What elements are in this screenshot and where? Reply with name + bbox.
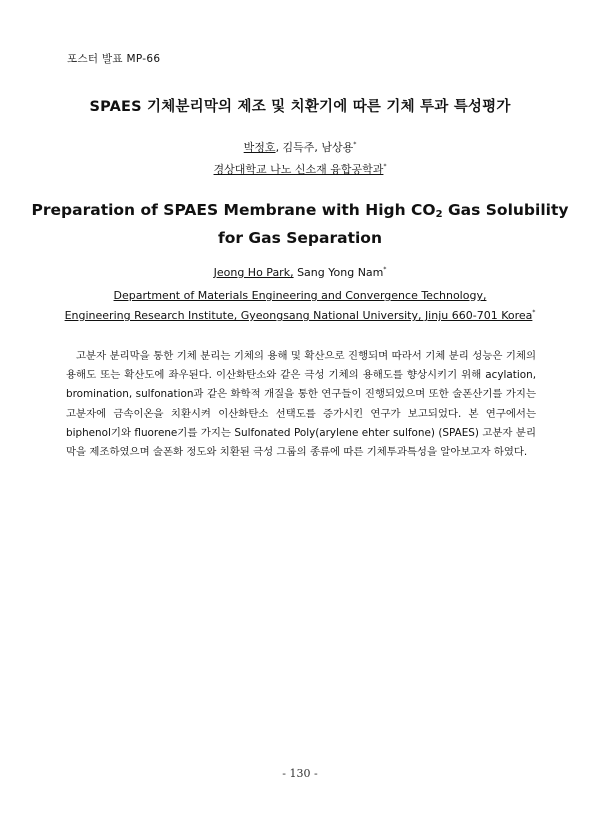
english-title-line1-part2: Gas Solubility bbox=[442, 201, 569, 219]
english-affiliation-mark: * bbox=[532, 309, 536, 316]
english-affiliation-line1 bbox=[0, 289, 600, 302]
page-number: - 130 - bbox=[282, 767, 318, 780]
korean-authors bbox=[0, 139, 600, 155]
english-title-line2: for Gas Separation bbox=[218, 229, 382, 247]
korean-presenter-name: 박정호 bbox=[243, 141, 276, 154]
english-authors bbox=[0, 266, 600, 279]
korean-coauthors: , 김득주, 남상용 bbox=[275, 141, 354, 154]
english-affiliation-line1-text: Department of Materials Engineering and Convergence Technology, bbox=[113, 289, 487, 302]
co2-subscript: 2 bbox=[435, 209, 443, 220]
corresponding-mark: * bbox=[353, 141, 357, 148]
english-presenter-name: Jeong Ho Park, bbox=[213, 266, 294, 279]
abstract-paragraph: 고분자 분리막을 통한 기체 분리는 기체의 용해 및 확산으로 진행되며 따라서 기체 분리 성능은 기체의 용해도 또는 확산도에 좌우된다. 이산화탄소와 같은 극성 기체의 용해도를 향상시키기 위해 acylation, bromination, sulfonation과 같은 화학적 개질을 통한 연구들이 진행되었으며 또한 술폰산기를 가지는 고분자에 금속이온을 치환시켜 이산화탄소 선택도를 증가시킨 연구가 보고되었다. 본 연구에서는 biphenol기와 fluorene기를 가지는 Sulfonated Poly(arylene ehter sulfone) (SPAES) 고분자 분리막을 제조하였으며 술폰화 정도와 치환된 극성 그룹의 종류에 따른 기체투과특성을 알아보고자 하였다. bbox=[66, 350, 536, 459]
affiliation-mark: * bbox=[383, 163, 387, 170]
english-title-line1-part1: Preparation of SPAES Membrane with High CO bbox=[31, 201, 436, 219]
session-code: 포스터 발표 MP-66 bbox=[67, 53, 161, 65]
english-title bbox=[0, 196, 600, 252]
english-affiliation-line2 bbox=[0, 309, 600, 322]
korean-affiliation-text: 경상대학교 나노 신소재 융합공학과 bbox=[213, 163, 384, 176]
korean-title: SPAES 기체분리막의 제조 및 치환기에 따른 기체 투과 특성평가 bbox=[89, 99, 511, 115]
english-corresponding-mark: * bbox=[383, 266, 387, 273]
english-affiliation-line2-text: Engineering Research Institute, Gyeongsang National University, Jinju 660-701 Korea bbox=[64, 309, 533, 322]
english-coauthors: Sang Yong Nam bbox=[293, 266, 384, 279]
korean-affiliation bbox=[0, 161, 600, 177]
